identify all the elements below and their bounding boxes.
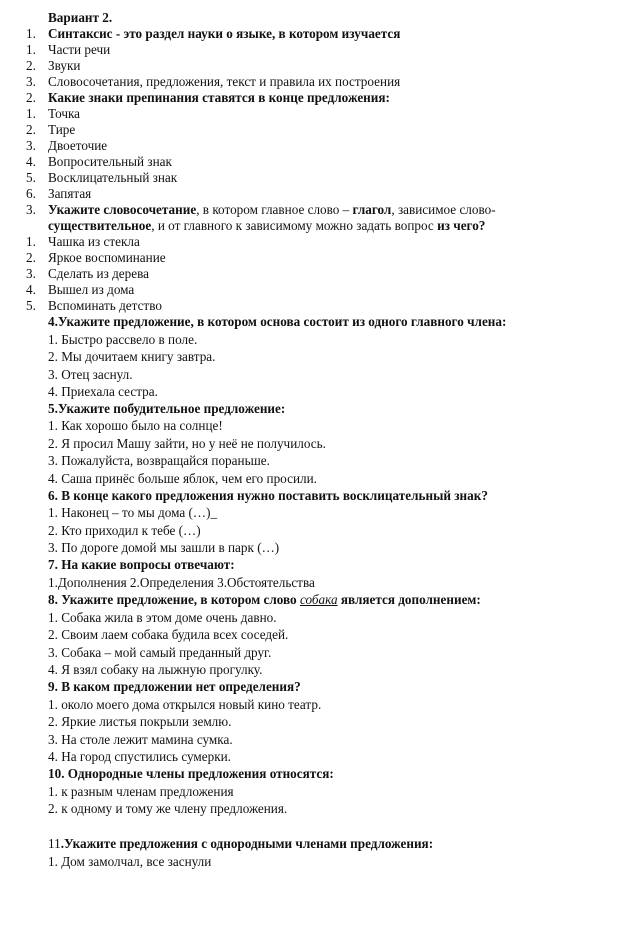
option-text: Вспоминать детство xyxy=(48,298,162,313)
question-3-part: из чего? xyxy=(437,218,486,233)
question-1-number: 1. xyxy=(26,26,36,41)
option-text: 4. На город спустились сумерки. xyxy=(48,749,231,764)
option-text: 3. Пожалуйста, возвращайся пораньше. xyxy=(48,453,270,468)
option-text: Вопросительный знак xyxy=(48,154,172,169)
option-text: 3. По дороге домой мы зашли в парк (…) xyxy=(48,540,280,555)
question-3-part: , и от главного к зависимому можно задать вопрос xyxy=(151,218,438,233)
option-text: 2. Я просил Машу зайти, но у неё не получилось. xyxy=(48,436,326,451)
option-text: Вышел из дома xyxy=(48,282,135,297)
question-3-part: Укажите словосочетание xyxy=(48,202,197,217)
question-2-number: 2. xyxy=(26,90,36,105)
option-number: 4. xyxy=(26,154,36,169)
option-text: Точка xyxy=(48,106,81,121)
option-text: Запятая xyxy=(48,186,92,201)
question-10-text: 10. Однородные члены предложения относятся: xyxy=(48,766,334,781)
option-text: 2. Своим лаем собака будила всех соседей. xyxy=(48,627,289,642)
option-text: Тире xyxy=(48,122,76,137)
option-text: 1. Собака жила в этом доме очень давно. xyxy=(48,610,277,625)
option-text: 3. На столе лежит мамина сумка. xyxy=(48,732,233,747)
option-number: 3. xyxy=(26,74,36,89)
option-text: Звуки xyxy=(48,58,81,73)
option-number: 4. xyxy=(26,282,36,297)
question-3-part: существительное xyxy=(48,218,152,233)
option-number: 1. xyxy=(26,234,36,249)
question-4-text: 4.Укажите предложение, в котором основа состоит из одного главного члена: xyxy=(48,314,507,329)
question-11-text: .Укажите предложения с однородными членами предложения: xyxy=(60,836,434,851)
option-text: Чашка из стекла xyxy=(48,234,140,249)
option-text: 1. около моего дома открылся новый кино театр. xyxy=(48,697,322,712)
option-text: 2. Яркие листья покрыли землю. xyxy=(48,714,232,729)
question-3-part: , зависимое слово- xyxy=(391,202,496,217)
option-text: 3. Отец заснул. xyxy=(48,367,133,382)
question-11-number: 11 xyxy=(48,836,61,851)
question-6-text: 6. В конце какого предложения нужно поставить восклицательный знак? xyxy=(48,488,488,503)
question-3-number: 3. xyxy=(26,202,36,217)
option-text: 4. Я взял собаку на лыжную прогулку. xyxy=(48,662,263,677)
option-number: 3. xyxy=(26,138,36,153)
option-text: Двоеточие xyxy=(48,138,108,153)
question-8-part: является дополнением: xyxy=(337,592,481,607)
option-number: 1. xyxy=(26,42,36,57)
option-text: 1.Дополнения 2.Определения 3.Обстоятельства xyxy=(48,575,315,590)
option-number: 3. xyxy=(26,266,36,281)
option-text: Сделать из дерева xyxy=(48,266,150,281)
question-2-text: Какие знаки препинания ставятся в конце предложения: xyxy=(48,90,390,105)
option-number: 2. xyxy=(26,58,36,73)
option-number: 5. xyxy=(26,298,36,313)
option-text: 4. Саша принёс больше яблок, чем его просили. xyxy=(48,471,317,486)
option-text: 1. Наконец – то мы дома (…)_ xyxy=(48,505,218,520)
option-number: 2. xyxy=(26,250,36,265)
option-text: Словосочетания, предложения, текст и правила их построения xyxy=(48,74,401,89)
option-text: 1. к разным членам предложения xyxy=(48,784,234,799)
question-8-part: 8. Укажите предложение, в котором слово xyxy=(48,592,300,607)
option-text: 3. Собака – мой самый преданный друг. xyxy=(48,645,272,660)
option-number: 6. xyxy=(26,186,36,201)
option-number: 2. xyxy=(26,122,36,137)
question-7-text: 7. На какие вопросы отвечают: xyxy=(48,557,235,572)
option-text: Части речи xyxy=(48,42,111,57)
question-8-keyword: собака xyxy=(299,592,338,607)
option-text: 1. Дом замолчал, все заснули xyxy=(48,854,212,869)
option-number: 1. xyxy=(26,106,36,121)
question-3-part: глагол xyxy=(352,202,392,217)
option-text: 1. Быстро рассвело в поле. xyxy=(48,332,198,347)
option-text: Яркое воспоминание xyxy=(48,250,166,265)
option-text: 1. Как хорошо было на солнце! xyxy=(48,418,223,433)
question-9-text: 9. В каком предложении нет определения? xyxy=(48,679,301,694)
question-3-part: , в котором главное слово – xyxy=(196,202,353,217)
option-text: 2. к одному и тому же члену предложения. xyxy=(48,801,288,816)
option-text: 2. Кто приходил к тебе (…) xyxy=(48,523,201,538)
question-1-text: Синтаксис - это раздел науки о языке, в котором изучается xyxy=(48,26,401,41)
option-text: 2. Мы дочитаем книгу завтра. xyxy=(48,349,216,364)
option-text: 4. Приехала сестра. xyxy=(48,384,158,399)
option-text: Восклицательный знак xyxy=(48,170,178,185)
variant-title: Вариант 2. xyxy=(48,10,113,25)
question-5-text: 5.Укажите побудительное предложение: xyxy=(48,401,286,416)
option-number: 5. xyxy=(26,170,36,185)
